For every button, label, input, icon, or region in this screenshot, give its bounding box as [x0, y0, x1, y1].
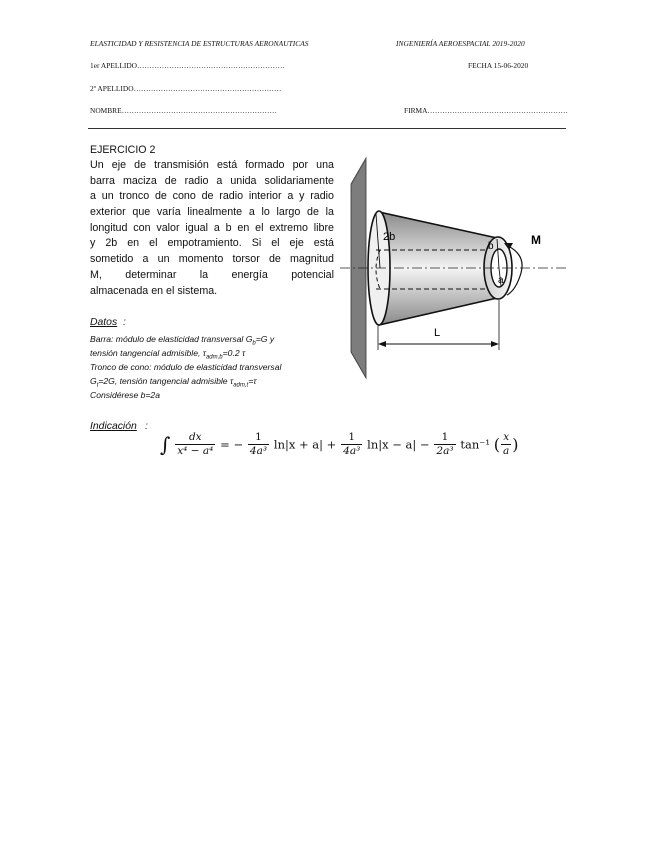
statement-line: a un tronco de cono de radio interior a y radio	[90, 190, 334, 203]
exercise-title: EJERCICIO 2	[90, 144, 156, 156]
fraction-3	[434, 431, 455, 458]
apellido2-dots: ……………………………………………………	[133, 84, 282, 93]
fraction-2	[341, 431, 362, 458]
apellido2-label: 2º APELLIDO	[90, 84, 134, 93]
firma-label: FIRMA	[404, 106, 428, 115]
indicacion-heading-text: Indicación	[90, 421, 137, 432]
dim-l-arrow-left	[378, 341, 386, 347]
shaft-figure	[338, 150, 568, 390]
f1-num: 1	[248, 431, 269, 445]
lhs-den: x⁴ − a⁴	[177, 445, 214, 457]
label-2b: 2b	[383, 231, 396, 243]
equals-minus: = −	[220, 437, 244, 452]
statement-line: y 2b en el empotramiento. Si el eje está	[90, 237, 334, 250]
statement-line: Un eje de transmisión está formado por una	[90, 159, 334, 171]
lhs-fraction	[175, 431, 215, 458]
label-l: L	[434, 327, 441, 339]
dim-l-arrow-right	[491, 341, 499, 347]
f4-num: x	[501, 431, 511, 445]
nombre-field	[90, 106, 277, 115]
statement-line: barra maciza de radio a unida solidariamente	[90, 174, 334, 187]
term-2: ln|x − a| −	[367, 437, 430, 452]
header-divider	[88, 128, 566, 129]
firma-field	[404, 106, 568, 115]
course-title: ELASTICIDAD Y RESISTENCIA DE ESTRUCTURAS AERONAUTICAS	[90, 39, 309, 48]
statement-line: almacenada en el sistema.	[90, 284, 218, 297]
integral-sign: ∫	[160, 432, 171, 457]
f4-den: a	[503, 445, 510, 457]
apellido2-field	[90, 84, 281, 93]
label-a: a	[498, 275, 504, 286]
fecha: FECHA 15-06-2020	[468, 61, 529, 70]
apellido1-field	[90, 61, 285, 70]
paren-open: (	[493, 435, 501, 454]
integral-formula	[160, 431, 519, 458]
datos-colon: :	[123, 317, 126, 328]
statement-line: longitud con valor igual a b en el extremo libre	[90, 221, 334, 234]
datos-line: $G_t=2G$, tensión tangencial admisible $\tau_{adm,t}=\tau$	[90, 376, 257, 389]
firma-dots: …………………………………………………	[427, 106, 568, 115]
lhs-num: dx	[175, 431, 215, 445]
statement-line: M, determinar la energía potencial	[90, 268, 334, 281]
f1-den: 4a³	[249, 445, 268, 457]
apellido1-label: 1er APELLIDO	[90, 61, 138, 70]
f3-num: 1	[434, 431, 455, 445]
term-3: tan⁻¹	[460, 437, 490, 452]
exercise-statement	[90, 158, 334, 299]
f3-den: 2a³	[436, 445, 454, 457]
indicacion-colon: :	[145, 421, 148, 432]
nombre-label: NOMBRE	[90, 106, 122, 115]
nombre-dots: ………………………………………………………	[121, 106, 277, 115]
term-1: ln|x + a| +	[273, 437, 337, 452]
statement-line: exterior que varía linealmente a lo largo de la	[90, 206, 334, 219]
degree-year: INGENIERÍA AEROESPACIAL 2019-2020	[396, 39, 525, 48]
statement-line: sometido a un momento torsor de magnitud	[90, 253, 334, 266]
datos-line: Barra: módulo de elasticidad transversal $G_b=G$ y	[90, 334, 275, 347]
label-m: M	[531, 233, 541, 247]
datos-line: Considérese b=2a	[90, 390, 160, 400]
f2-den: 4a³	[343, 445, 361, 457]
label-b: b	[488, 241, 494, 252]
f2-num: 1	[341, 431, 362, 445]
datos-heading-text: Datos	[90, 317, 118, 328]
paren-close: )	[512, 435, 519, 454]
indicacion-heading	[90, 421, 137, 432]
cone-body	[379, 212, 497, 325]
datos-line: Tronco de cono: módulo de elasticidad transversal	[90, 362, 282, 372]
datos-heading	[90, 317, 117, 328]
fraction-1	[248, 431, 269, 458]
apellido1-dots: ……………………………………………………	[137, 61, 285, 70]
fraction-4	[501, 431, 511, 458]
datos-line: tensión tangencial admisible, $\tau_{adm,b}=0.2$ τ	[90, 348, 246, 361]
